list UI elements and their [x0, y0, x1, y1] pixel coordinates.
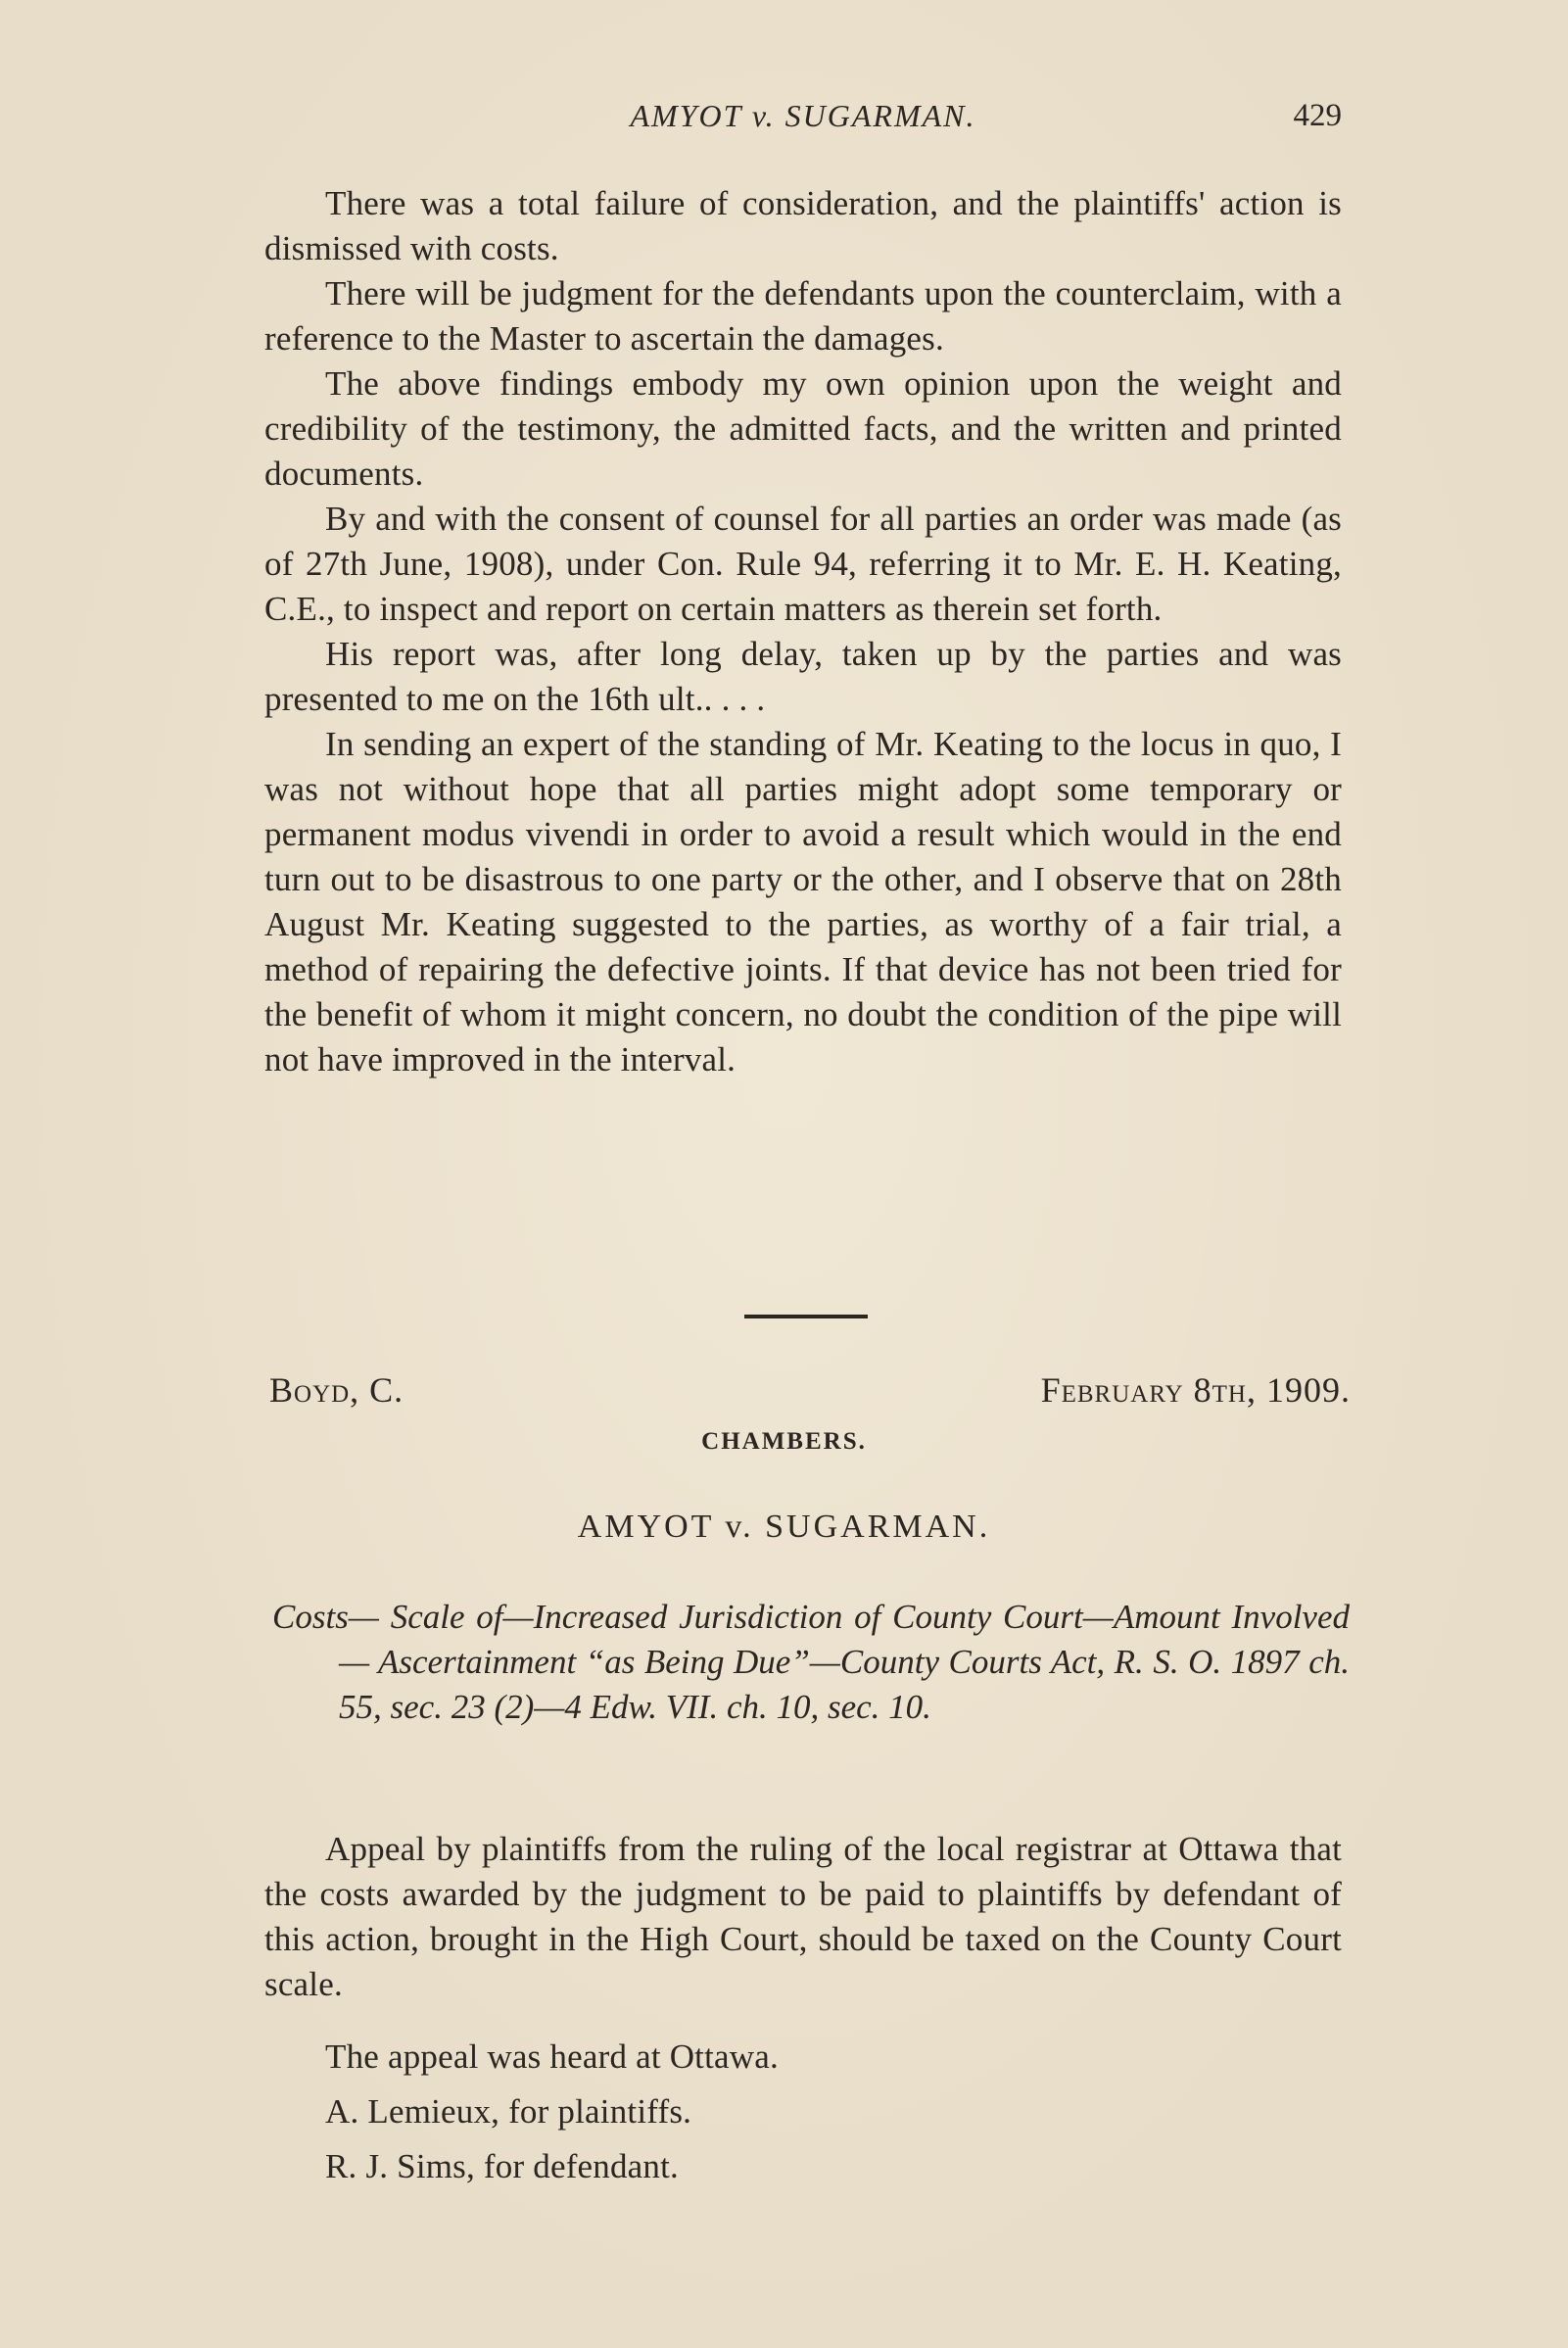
paragraph: The above findings embody my own opinion upon the weight and credibility of the testimony, the admitted facts, and the written and printed documents.	[264, 364, 1342, 493]
case-date: February 8th, 1909.	[1040, 1370, 1351, 1410]
case-judge: Boyd, C.	[269, 1370, 404, 1410]
counsel-line: R. J. Sims, for defendant.	[325, 2147, 679, 2185]
counsel-line: A. Lemieux, for plaintiffs.	[325, 2092, 692, 2131]
opening-text	[264, 181, 1342, 1082]
running-title: AMYOT v. SUGARMAN.	[630, 98, 976, 133]
section-divider	[744, 1315, 868, 1318]
paragraph: His report was, after long delay, taken up by the parties and was presented to me on the 16th ult.. . . .	[264, 635, 1342, 718]
paragraph: There will be judgment for the defendants upon the counterclaim, with a reference to the Master to ascertain the damages.	[264, 274, 1342, 358]
paragraph: Appeal by plaintiffs from the ruling of the local registrar at Ottawa that the costs awarded by the judgment to be paid to plaintiffs by defendant of this action, brought in the High Court, should be taxed on the County Court scale.	[264, 1830, 1342, 2003]
case-court: CHAMBERS.	[701, 1428, 867, 1455]
closing-text	[264, 1827, 1342, 2189]
paragraph: The appeal was heard at Ottawa.	[325, 2037, 779, 2076]
headnote	[272, 1595, 1350, 1730]
running-head	[264, 98, 1342, 157]
case-title: AMYOT v. SUGARMAN.	[577, 1509, 991, 1545]
page-number: 429	[1293, 98, 1342, 133]
paragraph: There was a total failure of consideration, and the plaintiffs' action is dismissed with costs.	[264, 184, 1342, 267]
paragraph: By and with the consent of counsel for all parties an order was made (as of 27th June, 1908), under Con. Rule 94, referring it to Mr. E. H. Keating, C.E., to inspect and report on certain matters as therein set forth.	[264, 500, 1342, 628]
headnote-text: Costs— Scale of—Increased Jurisdiction of County Court—Amount Involved — Ascertainment “as Being Due”—County Courts Act, R. S. O. 1897 ch. 55, sec. 23 (2)—4 Edw. VII. ch. 10, sec. 10.	[272, 1598, 1350, 1726]
paragraph: In sending an expert of the standing of Mr. Keating to the locus in quo, I was not without hope that all parties might adopt some temporary or permanent modus vivendi in order to avoid a result which would in the end turn out to be disastrous to one party or the other, and I observe that on 28th August Mr. Keating suggested to the parties, as worthy of a fair trial, a method of repairing the defective joints. If that device has not been tried for the benefit of whom it might concern, no doubt the condition of the pipe will not have improved in the interval.	[264, 725, 1342, 1078]
